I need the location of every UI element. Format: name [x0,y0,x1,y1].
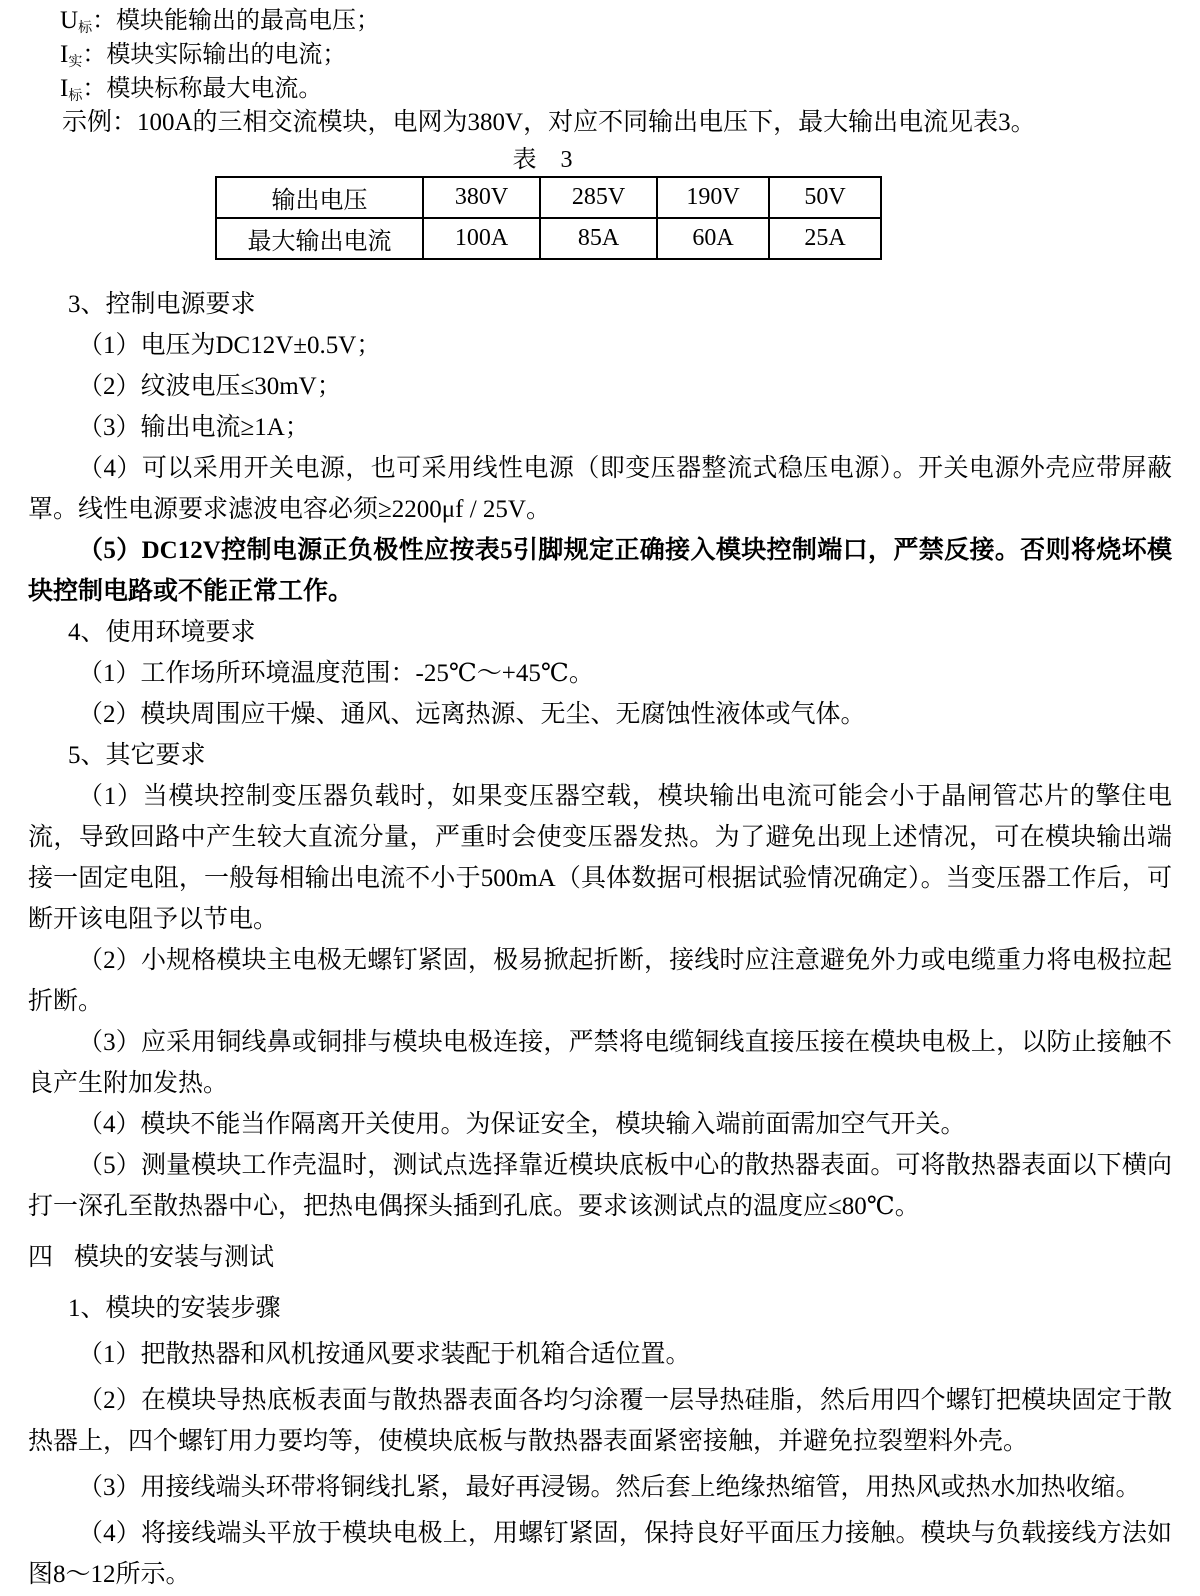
table-row-max-current [216,218,881,259]
row-header-cell: 最大输出电流 [216,218,423,259]
value-cell: 380V [423,177,540,218]
section-heading-environment: 4、使用环境要求 [68,619,256,646]
environment-item-1: （1）工作场所环境温度范围：-25℃～+45℃。 [78,660,594,687]
install-step-3: （3）用接线端头环带将铜线扎紧，最好再浸锡。然后套上绝缘热缩管，用热风或热水加热收缩。 [78,1474,1141,1501]
symbol-i: I [60,41,69,68]
definition-i-actual [60,38,1172,72]
definition-text: ：模块实际输出的电流； [82,42,347,68]
row-header-cell: 输出电压 [216,177,423,218]
symbol-u: U [60,7,79,34]
table-caption: 表 3 [512,147,573,173]
table-row-output-voltage [216,177,881,218]
example-line: 示例：100A的三相交流模块，电网为380V，对应不同输出电压下，最大输出电流见表3。 [62,109,1036,136]
other-item-5: （5）测量模块工作壳温时，测试点选择靠近模块底板中心的散热器表面。可将散热器表面以下横向打一深孔至散热器中心，把热电偶探头插到孔底。要求该测试点的温度应≤80℃。 [28,1152,1172,1220]
control-power-item-3: （3）输出电流≥1A； [78,414,310,441]
value-cell: 100A [423,218,540,259]
table3 [215,176,882,260]
value-cell: 60A [657,218,769,259]
other-item-1: （1）当模块控制变压器负载时，如果变压器空载，模块输出电流可能会小于晶闸管芯片的擎住电流，导致回路中产生较大直流分量，严重时会使变压器发热。为了避免出现上述情况，可在模块输出端接一固定电阻，一般每相输出电流不小于500mA（具体数据可根据试验情况确定）。当变压器工作后，可断开该电阻予以节电。 [28,783,1172,933]
install-step-1: （1）把散热器和风机按通风要求装配于机箱合适位置。 [78,1341,691,1368]
symbol-i-subscript: 实 [68,55,83,70]
symbol-i: I [60,75,69,102]
value-cell: 85A [540,218,657,259]
other-item-4: （4）模块不能当作隔离开关使用。为保证安全，模块输入端前面需加空气开关。 [78,1111,966,1138]
value-cell: 190V [657,177,769,218]
other-item-2: （2）小规格模块主电极无螺钉紧固，极易掀起折断，接线时应注意避免外力或电缆重力将电极拉起折断。 [28,947,1172,1015]
body-text [28,284,1172,1595]
symbol-i-subscript: 标 [68,89,83,104]
chapter-number: 四 [28,1244,54,1271]
section-heading-control-power: 3、控制电源要求 [68,291,256,318]
section-heading-other: 5、其它要求 [68,742,206,769]
control-power-item-4: （4）可以采用开关电源，也可采用线性电源（即变压器整流式稳压电源）。开关电源外壳应带屏蔽罩。线性电源要求滤波电容必须≥2200μf / 25V。 [28,455,1172,523]
chapter-heading-installation [28,1237,1172,1278]
value-cell: 25A [769,218,881,259]
symbol-u-subscript: 标 [78,21,93,36]
definition-i-rated [60,72,1172,106]
section-heading-install-steps: 1、模块的安装步骤 [68,1295,281,1322]
environment-item-2: （2）模块周围应干燥、通风、远离热源、无尘、无腐蚀性液体或气体。 [78,701,866,728]
chapter-title: 模块的安装与测试 [74,1244,275,1271]
definition-text: ：模块能输出的最高电压； [92,8,381,34]
definition-text: ：模块标称最大电流。 [82,76,323,102]
definition-u-max [60,4,1172,38]
value-cell: 50V [769,177,881,218]
value-cell: 285V [540,177,657,218]
symbol-definitions [28,4,1172,106]
control-power-item-1: （1）电压为DC12V±0.5V； [78,332,382,359]
install-step-4: （4）将接线端头平放于模块电极上，用螺钉紧固，保持良好平面压力接触。模块与负载接线方法如图8～12所示。 [28,1520,1172,1588]
control-power-item-5-warning: （5）DC12V控制电源正负极性应按表5引脚规定正确接入模块控制端口，严禁反接。否则将烧坏模块控制电路或不能正常工作。 [28,537,1172,605]
other-item-3: （3）应采用铜线鼻或铜排与模块电极连接，严禁将电缆铜线直接压接在模块电极上，以防止接触不良产生附加发热。 [28,1029,1172,1097]
install-step-2: （2）在模块导热底板表面与散热器表面各均匀涂覆一层导热硅脂，然后用四个螺钉把模块固定于散热器上，四个螺钉用力要均等，使模块底板与散热器表面紧密接触，并避免拉裂塑料外壳。 [28,1387,1172,1455]
control-power-item-2: （2）纹波电压≤30mV； [78,373,342,400]
